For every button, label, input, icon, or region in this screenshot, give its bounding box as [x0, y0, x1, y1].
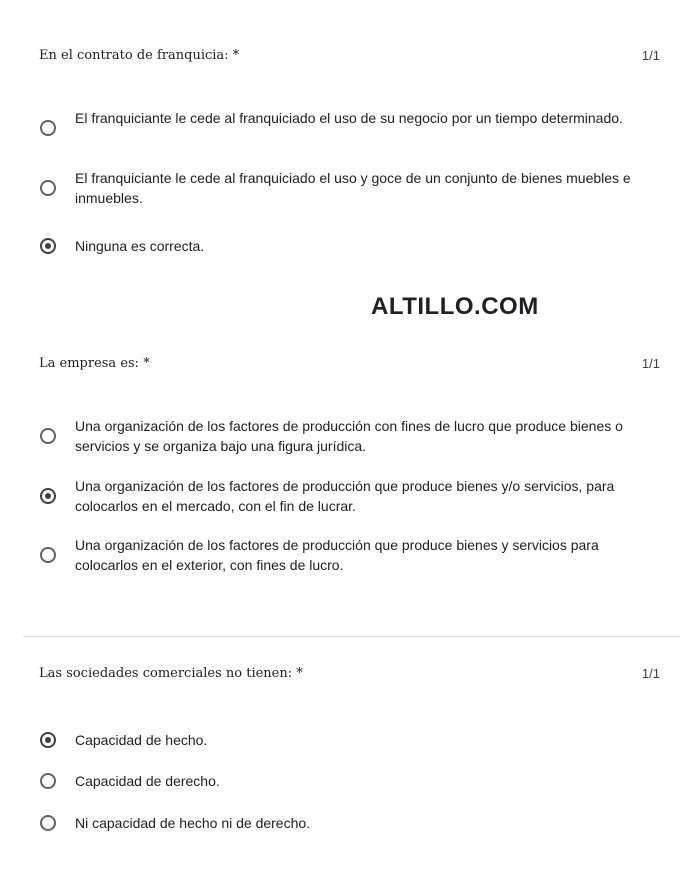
question-header — [39, 48, 660, 68]
option-label: Una organización de los factores de producción que produce bienes y/o servicios, para colocarlos en el mercado, con el fin de lucrar. — [75, 478, 615, 514]
radio-unchecked-icon[interactable] — [40, 428, 56, 444]
question-header — [39, 666, 660, 686]
radio-unchecked-icon[interactable] — [40, 180, 56, 196]
question-score: 1/1 — [641, 666, 660, 681]
option-label: Una organización de los factores de producción que produce bienes y servicios para colocarlos en el exterior, con fines de lucro. — [75, 537, 599, 573]
option-label: El franquiciante le cede al franquiciado el uso de su negocio por un tiempo determinado. — [75, 110, 623, 126]
question-title: En el contrato de franquicia: * — [39, 48, 240, 63]
radio-checked-icon[interactable] — [40, 732, 56, 748]
option-label: Capacidad de derecho. — [75, 773, 220, 789]
question-score: 1/1 — [641, 48, 660, 63]
option-label: El franquiciante le cede al franquiciado el uso y goce de un conjunto de bienes muebles e inmuebles. — [75, 170, 631, 206]
radio-unchecked-icon[interactable] — [40, 815, 56, 831]
watermark-logo: ALTILLO.COM — [371, 293, 539, 320]
option-label: Capacidad de hecho. — [75, 732, 208, 748]
radio-unchecked-icon[interactable] — [40, 547, 56, 563]
option-label: Una organización de los factores de producción con fines de lucro que produce bienes o servicios y se organiza bajo una figura jurídica. — [75, 418, 623, 454]
question-score: 1/1 — [641, 356, 660, 371]
option-label: Ninguna es correcta. — [75, 238, 205, 254]
option-label: Ni capacidad de hecho ni de derecho. — [75, 815, 311, 831]
question-header — [39, 356, 660, 376]
radio-checked-icon[interactable] — [40, 488, 56, 504]
question-title: La empresa es: * — [39, 356, 150, 371]
question-title: Las sociedades comerciales no tienen: * — [39, 666, 303, 681]
radio-unchecked-icon[interactable] — [40, 773, 56, 789]
section-divider — [23, 636, 680, 637]
radio-checked-icon[interactable] — [40, 238, 56, 254]
radio-unchecked-icon[interactable] — [40, 120, 56, 136]
